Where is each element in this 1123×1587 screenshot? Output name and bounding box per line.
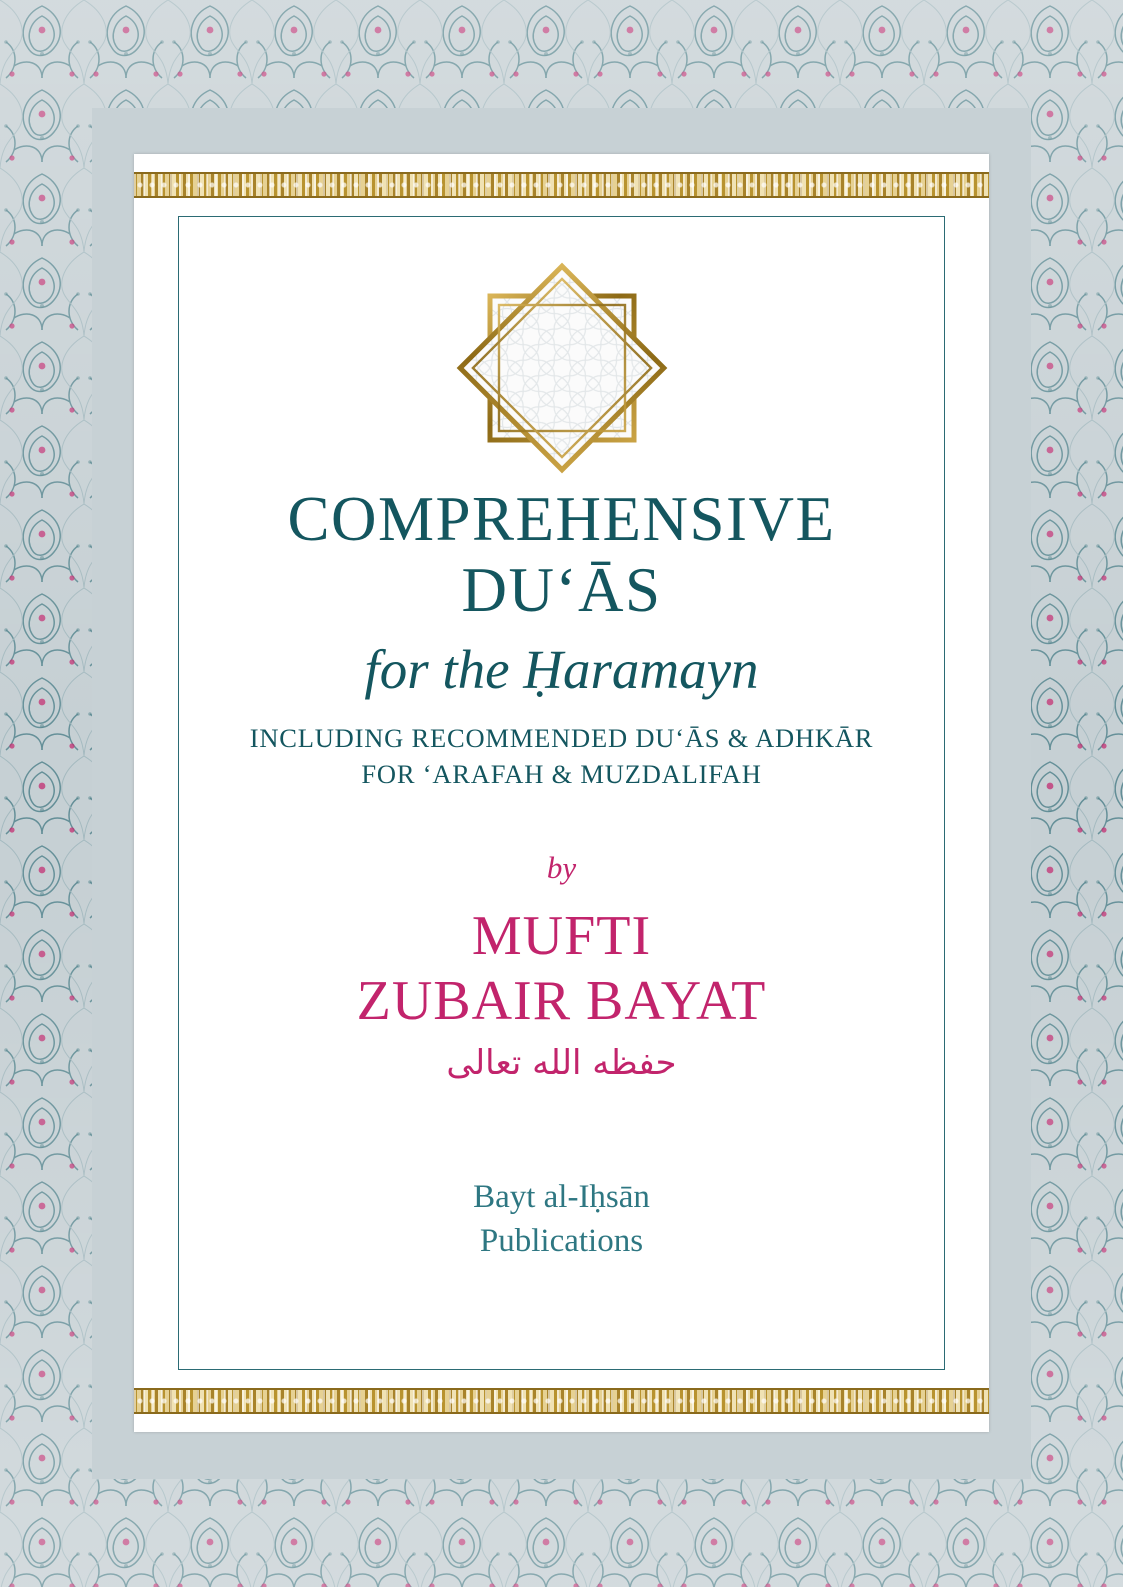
gold-band-top xyxy=(134,172,989,198)
teal-rule-top xyxy=(178,216,945,217)
cover-panel xyxy=(134,154,989,1432)
book-strapline xyxy=(194,721,929,792)
by-label: by xyxy=(546,850,577,886)
title-block xyxy=(194,484,929,1088)
strapline-line-1: INCLUDING RECOMMENDED DUʻĀS & ADHKĀR xyxy=(249,723,874,754)
strapline-line-2: FOR ʻARAFAH & MUZDALIFAH xyxy=(361,758,762,789)
publisher-line-1: Bayt al-Iḥsān xyxy=(473,1178,650,1215)
publisher-line-2: Publications xyxy=(479,1223,644,1260)
author-line-2: ZUBAIR BAYAT xyxy=(356,970,767,1033)
teal-rule-bottom xyxy=(178,1369,945,1370)
book-subtitle: for the Ḥaramayn xyxy=(364,639,759,701)
eight-pointed-star-medallion-icon xyxy=(452,258,672,478)
teal-rule-right xyxy=(944,216,945,1370)
book-title-line-1: COMPREHENSIVE xyxy=(287,484,836,554)
gold-band-bottom xyxy=(134,1388,989,1414)
book-title-line-2: DUʻĀS xyxy=(461,554,662,625)
author-name xyxy=(194,904,929,1034)
publisher-block xyxy=(194,1175,929,1264)
book-title xyxy=(194,484,929,625)
author-line-1: MUFTI xyxy=(471,905,652,968)
teal-rule-left xyxy=(178,216,179,1370)
author-honorific-arabic: حفظه الله تعالى xyxy=(446,1043,677,1083)
